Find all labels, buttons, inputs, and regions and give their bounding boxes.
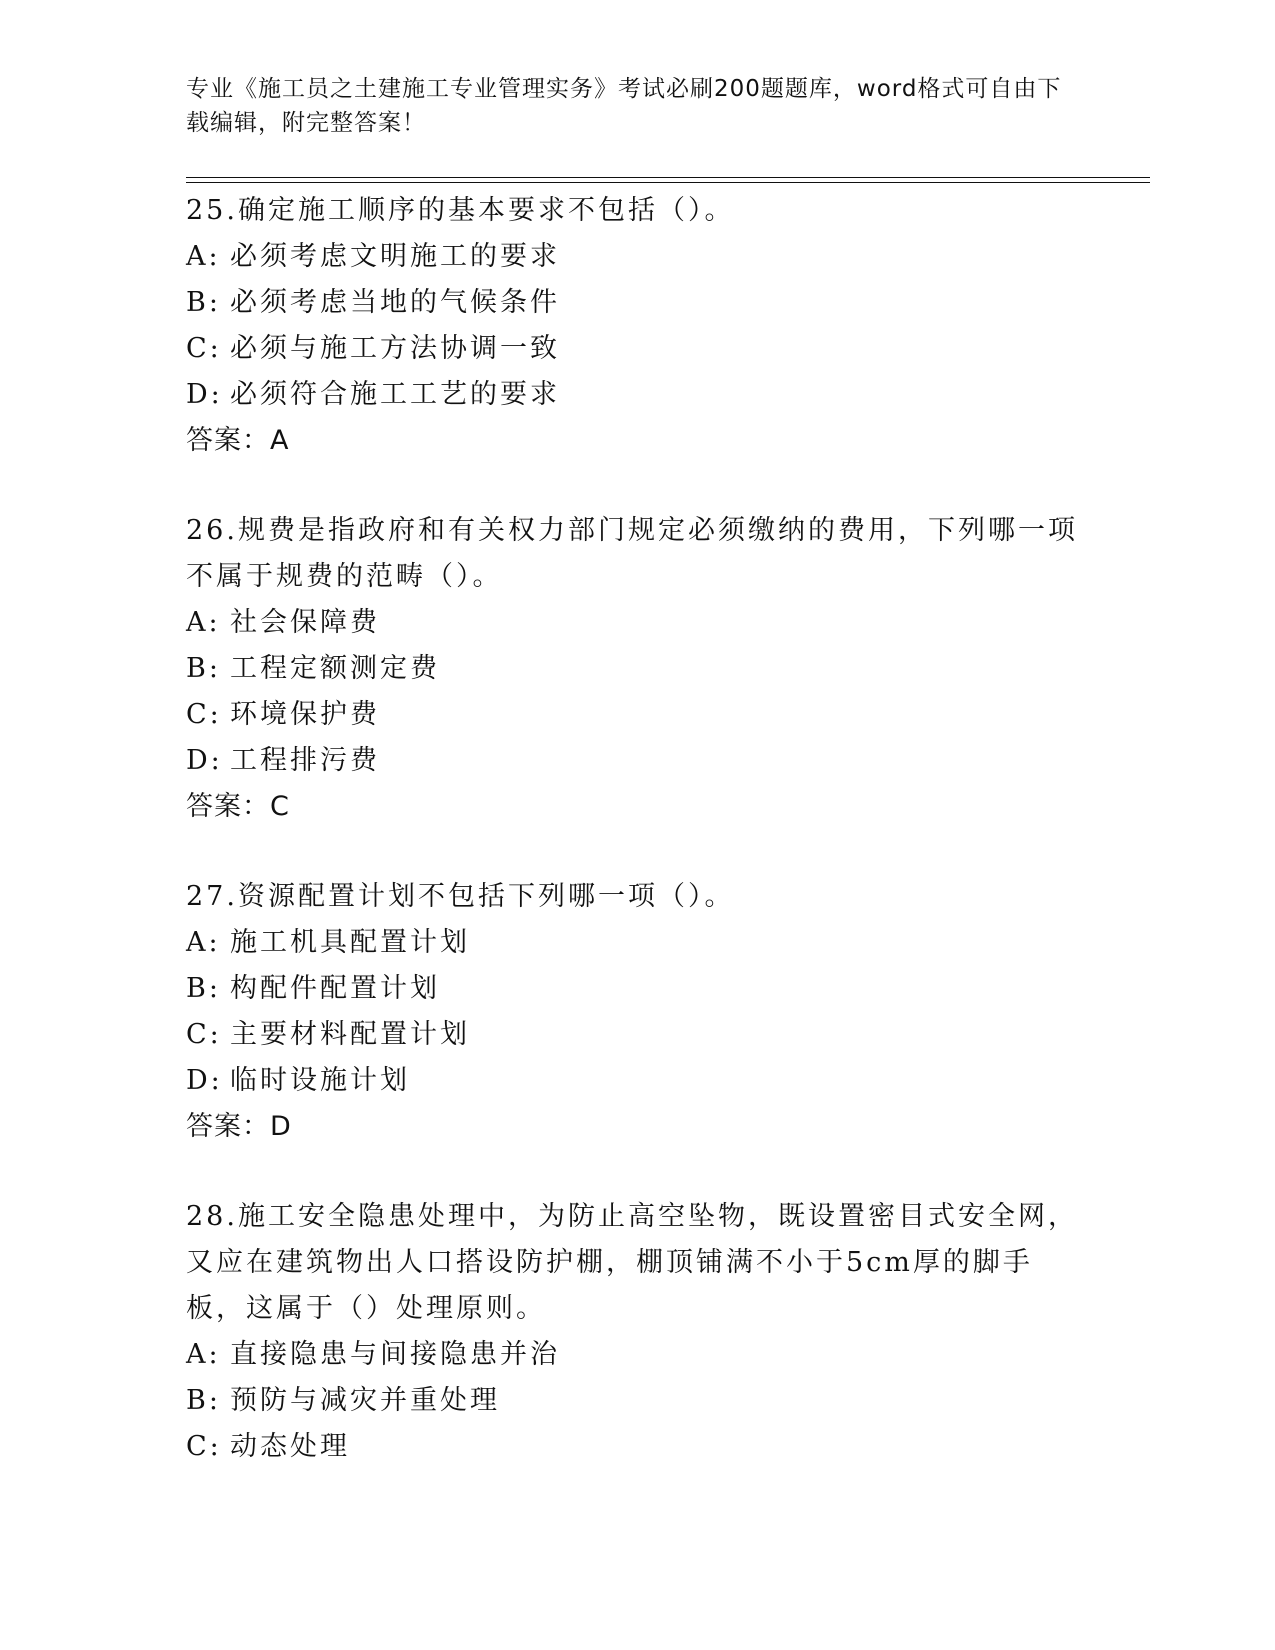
option-a	[186, 234, 1086, 280]
question-stem: 28.施工安全隐患处理中，为防止高空坠物，既设置密目式安全网，又应在建筑物出人口搭设防护棚，棚顶铺满不小于5cm厚的脚手板，这属于（）处理原则。	[186, 1201, 1078, 1324]
option-letter: B:	[186, 1385, 221, 1416]
option-text: 直接隐患与间接隐患并治	[230, 1339, 560, 1370]
question-27	[186, 874, 1086, 1150]
option-letter: C:	[186, 1019, 222, 1050]
option-text: 必须考虑当地的气候条件	[230, 287, 560, 318]
option-text: 社会保障费	[230, 607, 380, 638]
option-text: 预防与减灾并重处理	[230, 1385, 500, 1416]
question-26	[186, 508, 1086, 830]
option-c	[186, 1424, 1086, 1470]
option-text: 必须符合施工工艺的要求	[230, 379, 560, 410]
option-text: 动态处理	[230, 1431, 350, 1462]
header-rule-top	[186, 177, 1150, 178]
answer: 答案：A	[186, 425, 290, 456]
answer: 答案：C	[186, 791, 290, 822]
option-letter: A:	[186, 607, 221, 638]
answer: 答案：D	[186, 1111, 292, 1142]
option-a	[186, 920, 1086, 966]
option-letter: D:	[186, 379, 223, 410]
question-stem: 26.规费是指政府和有关权力部门规定必须缴纳的费用，下列哪一项不属于规费的范畴（）。	[186, 515, 1078, 592]
option-b	[186, 1378, 1086, 1424]
option-text: 构配件配置计划	[230, 973, 440, 1004]
option-c	[186, 1012, 1086, 1058]
question-stem: 27.资源配置计划不包括下列哪一项（）。	[186, 881, 735, 912]
header-rule-bottom	[186, 182, 1150, 183]
option-letter: D:	[186, 1065, 223, 1096]
option-text: 环境保护费	[230, 699, 380, 730]
option-text: 工程排污费	[230, 745, 380, 776]
option-c	[186, 326, 1086, 372]
option-letter: B:	[186, 287, 221, 318]
option-text: 施工机具配置计划	[230, 927, 470, 958]
option-letter: B:	[186, 653, 221, 684]
option-letter: D:	[186, 745, 223, 776]
question-28	[186, 1194, 1086, 1470]
option-d	[186, 738, 1086, 784]
option-letter: A:	[186, 1339, 221, 1370]
option-letter: C:	[186, 1431, 222, 1462]
option-c	[186, 692, 1086, 738]
option-d	[186, 372, 1086, 418]
question-25	[186, 188, 1086, 464]
question-stem: 25.确定施工顺序的基本要求不包括（）。	[186, 195, 735, 226]
question-list	[186, 188, 1086, 1514]
option-b	[186, 646, 1086, 692]
option-letter: A:	[186, 241, 221, 272]
option-text: 临时设施计划	[230, 1065, 410, 1096]
option-letter: A:	[186, 927, 221, 958]
option-text: 工程定额测定费	[230, 653, 440, 684]
document-header: 专业《施工员之土建施工专业管理实务》考试必刷200题题库，word格式可自由下载编辑，附完整答案！	[186, 76, 1062, 136]
option-letter: C:	[186, 333, 222, 364]
option-b	[186, 966, 1086, 1012]
option-text: 主要材料配置计划	[230, 1019, 470, 1050]
option-d	[186, 1058, 1086, 1104]
option-b	[186, 280, 1086, 326]
option-text: 必须与施工方法协调一致	[230, 333, 560, 364]
option-text: 必须考虑文明施工的要求	[230, 241, 560, 272]
option-letter: C:	[186, 699, 222, 730]
option-a	[186, 600, 1086, 646]
option-letter: B:	[186, 973, 221, 1004]
option-a	[186, 1332, 1086, 1378]
